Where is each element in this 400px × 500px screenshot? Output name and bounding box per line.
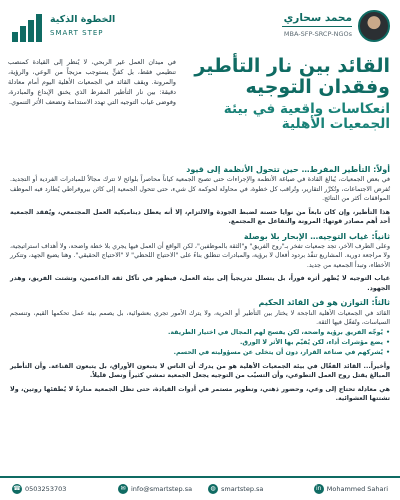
section-2-title: ثانياً: غياب التوجيه… الإبحار بلا بوصلة	[243, 231, 390, 241]
subtitle-line-1: انعكاسات واقعية في بيئة	[223, 100, 390, 117]
principles-list	[10, 328, 390, 357]
header	[10, 8, 390, 48]
intro-paragraph: في ميدان العمل غير الربحي، لا يُنظر إلى القيادة كمنصب تنظيمي فقط، بل كفنٍّ يستوجب مزيجاً من الوعي، والرؤية، والمرونة. ويقف القائد في الجمعيات الأهلية اليوم أمام معادلة دقيقة: بين نار التأطير المفرط الذي يخنق الإبداع والمبادرة، وفوضى غياب التوجيه التي تهدد الاستدامة وتضعف الأثر التنموي.	[8, 58, 176, 106]
section-2-paragraph-1: وعلى الطرف الآخر، تجد جمعيات تفخر بـ"روح الفريق" و"الثقة بالموظفين"، لكن الواقع أن العمل فيها يجري بلا خطة واضحة، ولا أهداف استراتيجية، ولا مراجعة دورية. المشاريع تنفّذ بردود أفعال لا برؤية، والمبادرات تنطلق بناءً على "الاحتياج اللحظي" لا "الاحتياج الحقيقي". وهنا يضيع الجهد، وتتكرر الأخطاء، وتبدأ الجمعية من جديد.	[10, 242, 390, 269]
footer-linkedin[interactable]	[314, 484, 388, 494]
linkedin-icon: in	[314, 484, 324, 494]
conclusion-paragraph-2: هي معادلة تحتاج إلى وعي، وحضور ذهني، وتطوير مستمر في أدوات القيادة، حتى تظل الجمعية منارةً لا يُطفئها روتين، ولا تشتتها العشوائية.	[10, 385, 390, 402]
subtitle-line-2: الجمعيات الأهلية	[281, 115, 390, 132]
footer-email[interactable]	[118, 484, 192, 494]
author-avatar	[358, 10, 390, 42]
section-1-paragraph-1: في بعض الجمعيات، يُبالغ القادة في صياغة الأنظمة والإجراءات حتى تصبح الجمعية كياناً محاصراً بلوائح لا تترك مجالاً للمبادرات الفردية أو التجديد. تُفرض الاجتماعات، وتُكرَّر التقارير، وتُراقب كل خطوة، في محاولة لحوكمة كل شيء، حتى تتحول الجمعية إلى كائن بيروقراطي يُطارد فيه الموظف المواقفات أكثر من النتائج.	[10, 176, 390, 203]
globe-icon: ◍	[208, 484, 218, 494]
title-line-2: وفقدان التوجيه	[245, 76, 390, 99]
conclusion-paragraph-1: وأخيراً... القائد الفعّال في بيئة الجمعيات الأهلية هو من يدرك أن الناس لا يتبعون الأوراق، بل يتبعون القناعة. وأن التأطير المبالغ يقتل روح العمل التطوعي، وأن التسيّب من التوجيه يجعل الجمعية تمشي كثيراً وتصل قليلاً.	[10, 362, 390, 380]
title-line-1: القائد بين نار التأطير	[194, 55, 390, 77]
website-text: smartstep.sa	[221, 485, 264, 493]
list-item: • يُشركهم في صناعة القرار، دون أن يتخلى عن مسؤوليته في الحسم.	[10, 348, 390, 358]
email-icon: ✉	[118, 484, 128, 494]
section-1-title: أولاً: التأطير المفرط… حين تتحول الأنظمة إلى قيود	[186, 165, 390, 174]
footer-contact-bar	[0, 476, 400, 500]
hero-section	[0, 52, 400, 160]
article-body	[10, 160, 390, 403]
linkedin-text: Mohammed Sahari	[326, 485, 388, 493]
section-3-title: ثالثاً: التوازن هو فن القائد الحكيم	[258, 298, 390, 308]
stairs-logo-icon	[10, 12, 44, 44]
author-block	[210, 10, 390, 46]
smart-step-logo	[10, 8, 160, 48]
phone-icon: ☎	[13, 485, 21, 492]
section-3-paragraph: القائد في الجمعيات الأهلية الناجحة لا يختار بين التأطير أو الحرية، ولا يترك الأمور تجري بعشوائية، بل يصمم بيئة عمل تحكمها القيم، وتنسجم السياسات، وتُفعّل فيها الثقة.	[10, 309, 390, 326]
email-text: info@smartstep.sa	[131, 485, 193, 493]
author-credentials: MBA-SFP-SRCP-NGOs	[283, 30, 352, 38]
author-name: محمد سحاري	[283, 12, 352, 24]
footer-website[interactable]	[208, 484, 263, 494]
phone-text: 0503253703	[25, 485, 67, 493]
author-divider	[282, 26, 352, 27]
list-item: • يضع مؤشرات أداء، لكن يُقيّم بها الأثر لا الورق.	[10, 338, 390, 348]
section-1-paragraph-2: هذا التأطير، وإن كان نابعاً من نوايا حسنة لضبط الجودة والالتزام، إلا أنه يعطل ديناميكية العمل المجتمعي، ويُفقد الجمعية أحد أهم مصادر قوتها: المرونة والتفاعل مع المجتمع.	[10, 208, 390, 226]
logo-arabic-text: الخطوة الذكية	[50, 14, 116, 25]
article-title	[175, 56, 390, 132]
footer-phone[interactable]	[12, 484, 66, 494]
logo-english-text: SMART STEP	[50, 29, 104, 37]
list-item: • يُوجّه الفريق برؤية واضحة، لكن يفسح لهم المجال في اختيار الطريقة.	[10, 328, 390, 338]
section-2-paragraph-2: غياب التوجيه لا يُظهر أثره فوراً، بل يتسلل تدريجياً إلى بيئة العمل، فيظهر في تآكل ثقة الداعمين، وتشتت الفريق، وهدر الجهود.	[10, 275, 390, 292]
